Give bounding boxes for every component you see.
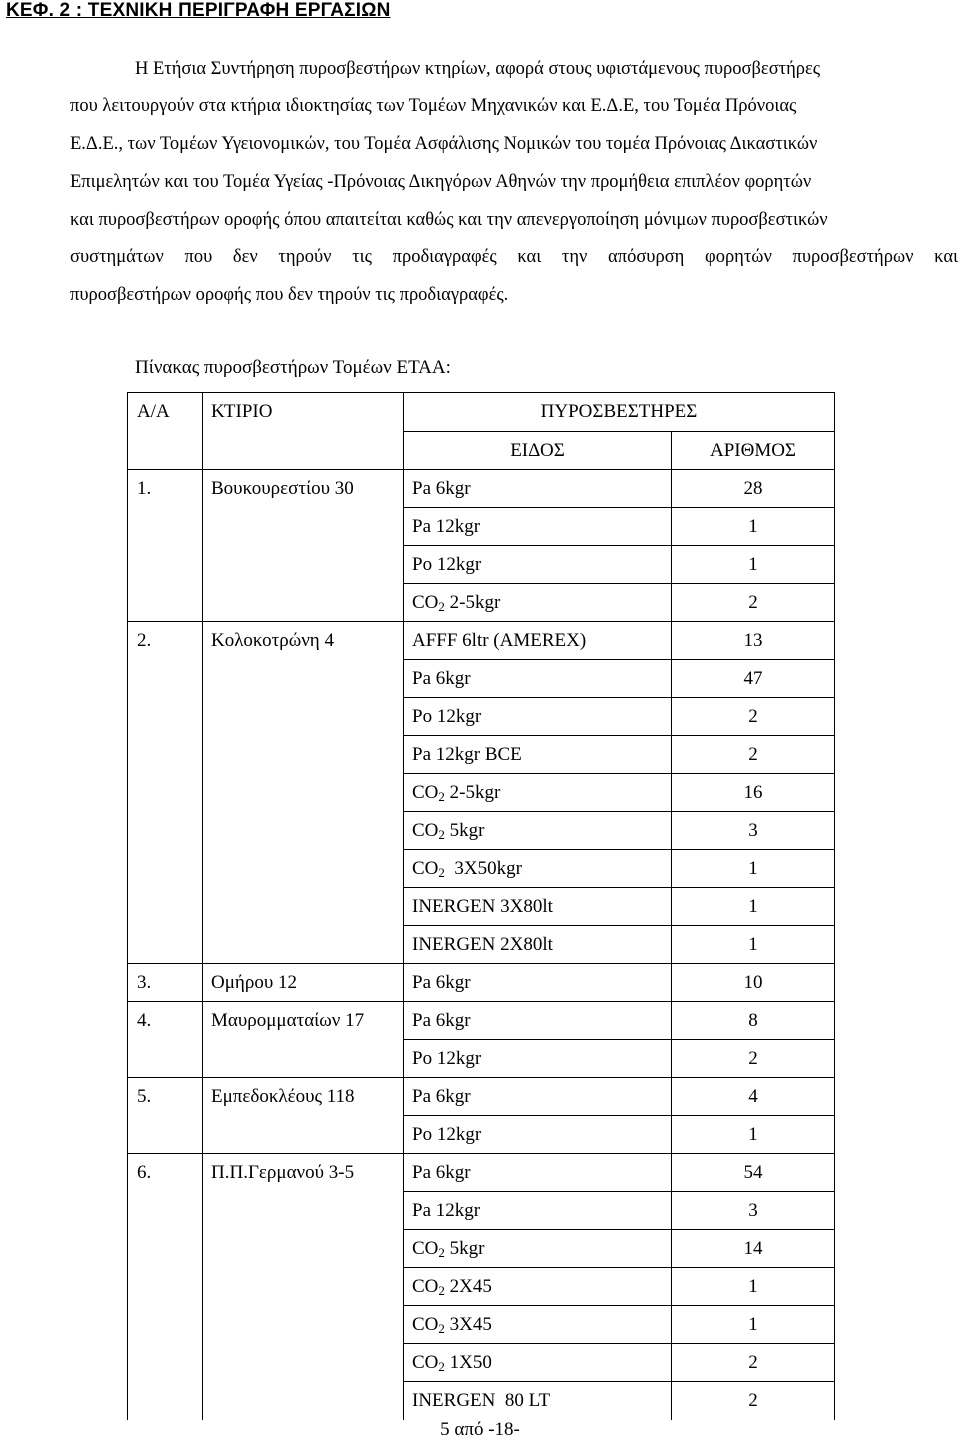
table-row [128,470,835,508]
table-row [128,698,835,736]
row-aa [128,584,203,622]
row-count: 13 [672,622,835,660]
row-type: AFFF 6ltr (AMEREX) [404,622,672,660]
row-building [203,888,404,926]
header-building: ΚΤΙΡΙΟ [203,393,404,432]
row-building [203,1192,404,1230]
row-aa [128,812,203,850]
type-subscript: 2 [438,1358,445,1374]
row-type: Pa 12kgr [404,1192,672,1230]
row-type [404,812,672,850]
row-building: Βουκουρεστίου 30 [203,470,404,508]
type-formula: CO [412,1275,439,1297]
row-aa: 5. [128,1078,203,1116]
row-type: Pa 12kgr BCE [404,736,672,774]
row-count: 1 [672,926,835,964]
table-row [128,622,835,660]
type-formula: CO [412,1351,439,1373]
row-count: 2 [672,736,835,774]
row-type [404,1230,672,1268]
row-aa [128,1040,203,1078]
row-building [203,850,404,888]
table-row [128,1192,835,1230]
row-type: Po 12kgr [404,546,672,584]
type-formula: CO [412,781,439,803]
row-count: 1 [672,1306,835,1344]
row-type: Pa 6kgr [404,1002,672,1040]
type-formula: CO [412,591,439,613]
row-building: Κολοκοτρώνη 4 [203,622,404,660]
type-spec: 1X50 [444,1351,492,1373]
table-row [128,584,835,622]
row-count: 16 [672,774,835,812]
row-aa [128,774,203,812]
row-count: 1 [672,888,835,926]
row-count: 2 [672,1040,835,1078]
row-count: 28 [672,470,835,508]
type-subscript: 2 [438,1244,445,1260]
row-count: 1 [672,1268,835,1306]
row-count: 1 [672,546,835,584]
row-aa [128,1268,203,1306]
row-type: INERGEN 80 LT [404,1382,672,1420]
row-count: 3 [672,1192,835,1230]
row-type [404,774,672,812]
row-aa [128,850,203,888]
row-building [203,1268,404,1306]
row-type [404,1344,672,1382]
row-aa [128,1382,203,1420]
table-row [128,736,835,774]
header-spacer [128,432,203,470]
type-subscript: 2 [438,788,445,804]
table-row [128,1002,835,1040]
row-building [203,1344,404,1382]
row-count: 2 [672,584,835,622]
table-row [128,1078,835,1116]
type-formula: CO [412,1237,439,1259]
row-building [203,1040,404,1078]
type-subscript: 2 [438,826,445,842]
row-aa [128,736,203,774]
row-type: Po 12kgr [404,1116,672,1154]
row-count: 1 [672,508,835,546]
row-type [404,850,672,888]
row-type: Po 12kgr [404,1040,672,1078]
type-subscript: 2 [438,864,445,880]
type-formula: CO [412,857,439,879]
row-count: 1 [672,1116,835,1154]
row-type [404,1306,672,1344]
table-header-row [128,393,835,432]
table-row [128,926,835,964]
row-building [203,774,404,812]
table-row [128,774,835,812]
type-formula: CO [412,819,439,841]
table-subheader-row [128,432,835,470]
row-building [203,1382,404,1420]
table-row [128,1344,835,1382]
table-row [128,1154,835,1192]
row-building [203,736,404,774]
row-type: Pa 6kgr [404,964,672,1002]
type-subscript: 2 [438,1320,445,1336]
row-count: 8 [672,1002,835,1040]
table-row [128,660,835,698]
type-spec: 3X50kgr [444,857,522,879]
row-building [203,584,404,622]
table-row [128,546,835,584]
type-spec: 2-5kgr [444,591,501,613]
row-type: Pa 12kgr [404,508,672,546]
row-aa [128,888,203,926]
row-type: Po 12kgr [404,698,672,736]
table-row [128,1306,835,1344]
row-aa [128,1116,203,1154]
row-type: INERGEN 2X80lt [404,926,672,964]
row-building [203,1306,404,1344]
header-extinguishers: ΠΥΡΟΣΒΕΣΤΗΡΕΣ [404,393,835,432]
row-count: 1 [672,850,835,888]
chapter-heading: ΚΕΦ. 2 : ΤΕΧΝΙΚΗ ΠΕΡΙΓΡΑΦΗ ΕΡΓΑΣΙΩΝ [6,0,391,21]
type-subscript: 2 [438,1282,445,1298]
row-count: 14 [672,1230,835,1268]
header-type: ΕΙΔΟΣ [404,432,672,470]
row-building: Εμπεδοκλέους 118 [203,1078,404,1116]
row-building: Ομήρου 12 [203,964,404,1002]
type-spec: 5kgr [444,1237,485,1259]
row-type: Pa 6kgr [404,1154,672,1192]
page-number: 5 από -18- [440,1419,520,1440]
type-spec: 2-5kgr [444,781,501,803]
row-building [203,812,404,850]
header-aa: Α/Α [128,393,203,432]
paragraph-line: που λειτουργούν στα κτήρια ιδιοκτησίας των Τομέων Μηχανικών και Ε.Δ.Ε, του Τομέα Πρόνοιας [70,96,797,116]
header-spacer [203,432,404,470]
type-spec: 3X45 [444,1313,492,1335]
paragraph-line: Η Ετήσια Συντήρηση πυροσβεστήρων κτηρίων, αφορά στους υφιστάμενους πυροσβεστήρες [135,59,821,79]
table-row [128,508,835,546]
table-title: Πίνακας πυροσβεστήρων Τομέων ΕΤΑΑ: [135,357,451,378]
row-type: Pa 6kgr [404,470,672,508]
table-row [128,1116,835,1154]
row-aa [128,508,203,546]
row-building [203,926,404,964]
row-count: 2 [672,698,835,736]
row-aa [128,546,203,584]
row-type [404,1268,672,1306]
type-subscript: 2 [438,598,445,614]
row-building [203,1230,404,1268]
row-aa: 4. [128,1002,203,1040]
row-building [203,508,404,546]
row-building [203,698,404,736]
row-aa [128,698,203,736]
row-building: Π.Π.Γερμανού 3-5 [203,1154,404,1192]
row-aa [128,1230,203,1268]
row-count: 4 [672,1078,835,1116]
type-spec: 5kgr [444,819,485,841]
row-building [203,546,404,584]
table-row [128,850,835,888]
row-aa [128,660,203,698]
row-aa [128,1192,203,1230]
row-aa: 3. [128,964,203,1002]
type-spec: 2X45 [444,1275,492,1297]
row-count: 2 [672,1382,835,1420]
paragraph-line: Ε.Δ.Ε., των Τομέων Υγειονομικών, του Τομέα Ασφάλισης Νομικών του τομέα Πρόνοιας Δικαστικών [70,134,818,154]
row-count: 47 [672,660,835,698]
row-type: Pa 6kgr [404,1078,672,1116]
row-count: 3 [672,812,835,850]
row-building: Μαυρομματαίων 17 [203,1002,404,1040]
row-count: 54 [672,1154,835,1192]
table-row [128,812,835,850]
row-aa [128,1306,203,1344]
header-count: ΑΡΙΘΜΟΣ [672,432,835,470]
extinguishers-table [127,392,835,1420]
row-type: Pa 6kgr [404,660,672,698]
table-row [128,1040,835,1078]
paragraph-line: συστημάτων που δεν τηρούν τις προδιαγραφές και την απόσυρση φορητών πυροσβεστήρων και [70,247,958,267]
table-row [128,964,835,1002]
row-aa: 1. [128,470,203,508]
row-type [404,584,672,622]
row-aa: 6. [128,1154,203,1192]
row-aa: 2. [128,622,203,660]
row-count: 10 [672,964,835,1002]
row-aa [128,1344,203,1382]
paragraph-line: και πυροσβεστήρων οροφής όπου απαιτείται καθώς και την απενεργοποίηση μόνιμων πυροσβεστικών [70,210,828,230]
row-building [203,1116,404,1154]
table-row [128,1382,835,1420]
row-type: INERGEN 3X80lt [404,888,672,926]
paragraph-line: πυροσβεστήρων οροφής που δεν τηρούν τις προδιαγραφές. [70,285,509,305]
row-count: 2 [672,1344,835,1382]
paragraph-line: Επιμελητών και του Τομέα Υγείας -Πρόνοιας Δικηγόρων Αθηνών την προμήθεια επιπλέον φορητών [70,172,812,192]
table-row [128,1268,835,1306]
type-formula: CO [412,1313,439,1335]
table-row [128,888,835,926]
row-aa [128,926,203,964]
row-building [203,660,404,698]
table-row [128,1230,835,1268]
